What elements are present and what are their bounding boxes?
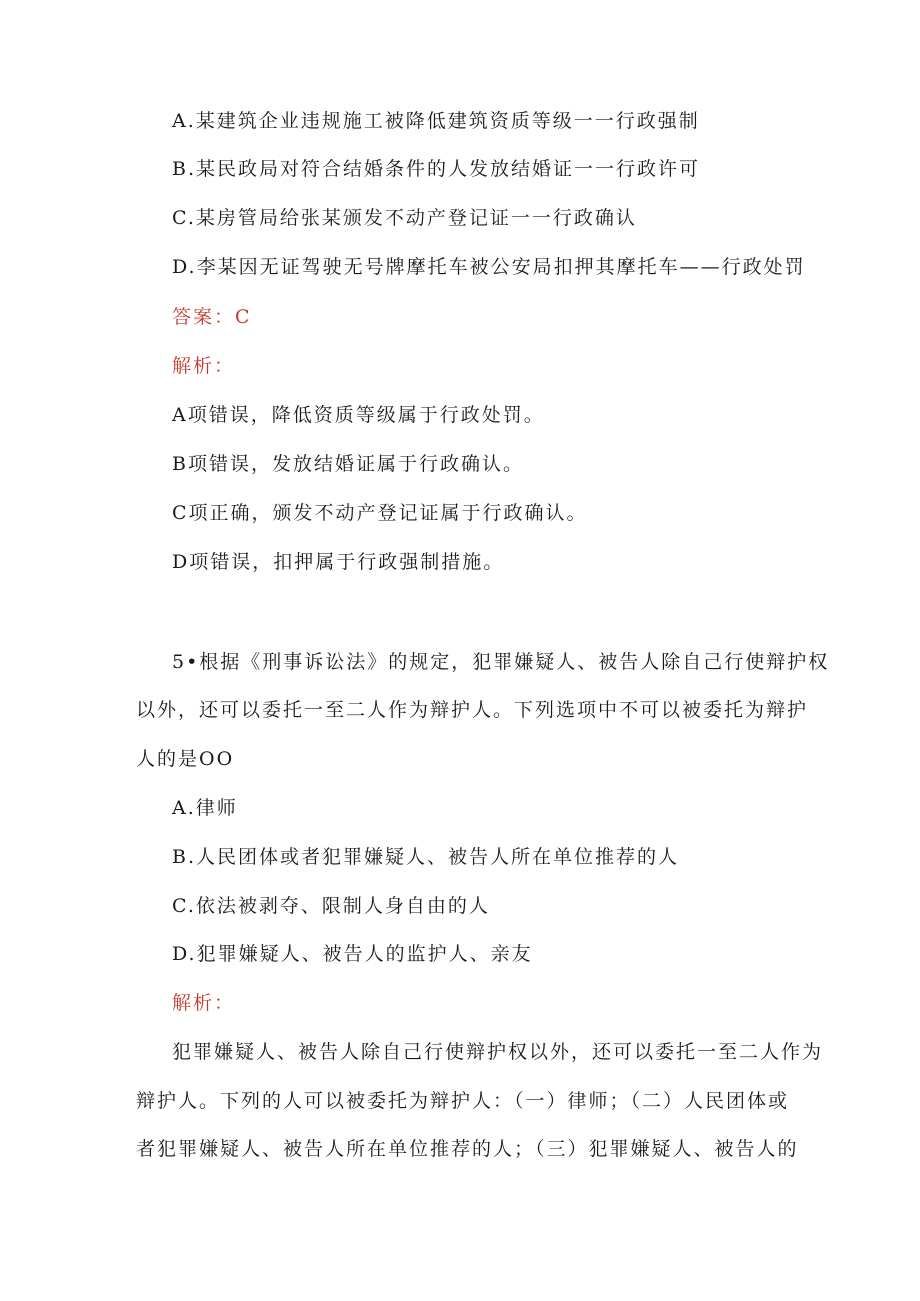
q5-analysis-line-3: 者犯罪嫌疑人、被告人所在单位推荐的人；（三）犯罪嫌疑人、被告人的 bbox=[136, 1138, 799, 1160]
q4-answer: 答案：C bbox=[172, 306, 252, 328]
q5-stem-line-1: 5•根据《刑事诉讼法》的规定，犯罪嫌疑人、被告人除自己行使辩护权 bbox=[172, 651, 830, 673]
q5-option-d: D.犯罪嫌疑人、被告人的监护人、亲友 bbox=[172, 943, 533, 965]
q4-analysis-a: A项错误，降低资质等级属于行政处罚。 bbox=[172, 404, 545, 426]
q4-option-b: B.某民政局对符合结婚条件的人发放结婚证一一行政许可 bbox=[172, 158, 701, 180]
q5-stem-line-3: 人的是OO bbox=[136, 748, 235, 770]
q4-option-c: C.某房管局给张某颁发不动产登记证一一行政确认 bbox=[172, 207, 637, 229]
q4-option-a: A.某建筑企业违规施工被降低建筑资质等级一一行政强制 bbox=[172, 110, 700, 132]
q5-analysis-line-2: 辩护人。下列的人可以被委托为辩护人：（一）律师；（二）人民团体或 bbox=[136, 1090, 790, 1112]
q4-analysis-b: B项错误，发放结婚证属于行政确认。 bbox=[172, 453, 524, 475]
q5-option-b: B.人民团体或者犯罪嫌疑人、被告人所在单位推荐的人 bbox=[172, 846, 680, 868]
q5-stem-line-2: 以外，还可以委托一至二人作为辩护人。下列选项中不可以被委托为辩护 bbox=[136, 699, 809, 721]
q5-analysis-line-1: 犯罪嫌疑人、被告人除自己行使辩护权以外，还可以委托一至二人作为 bbox=[172, 1041, 824, 1063]
q4-option-d: D.李某因无证驾驶无号牌摩托车被公安局扣押其摩托车——行政处罚 bbox=[172, 256, 806, 278]
q4-analysis-c: C项正确，颁发不动产登记证属于行政确认。 bbox=[172, 502, 588, 524]
q5-analysis-label: 解析： bbox=[172, 992, 236, 1014]
q5-option-a: A.律师 bbox=[172, 797, 238, 819]
q5-option-c: C.依法被剥夺、限制人身自由的人 bbox=[172, 895, 490, 917]
q4-analysis-d: D项错误，扣押属于行政强制措施。 bbox=[172, 551, 505, 573]
q4-analysis-label: 解析： bbox=[172, 355, 236, 377]
